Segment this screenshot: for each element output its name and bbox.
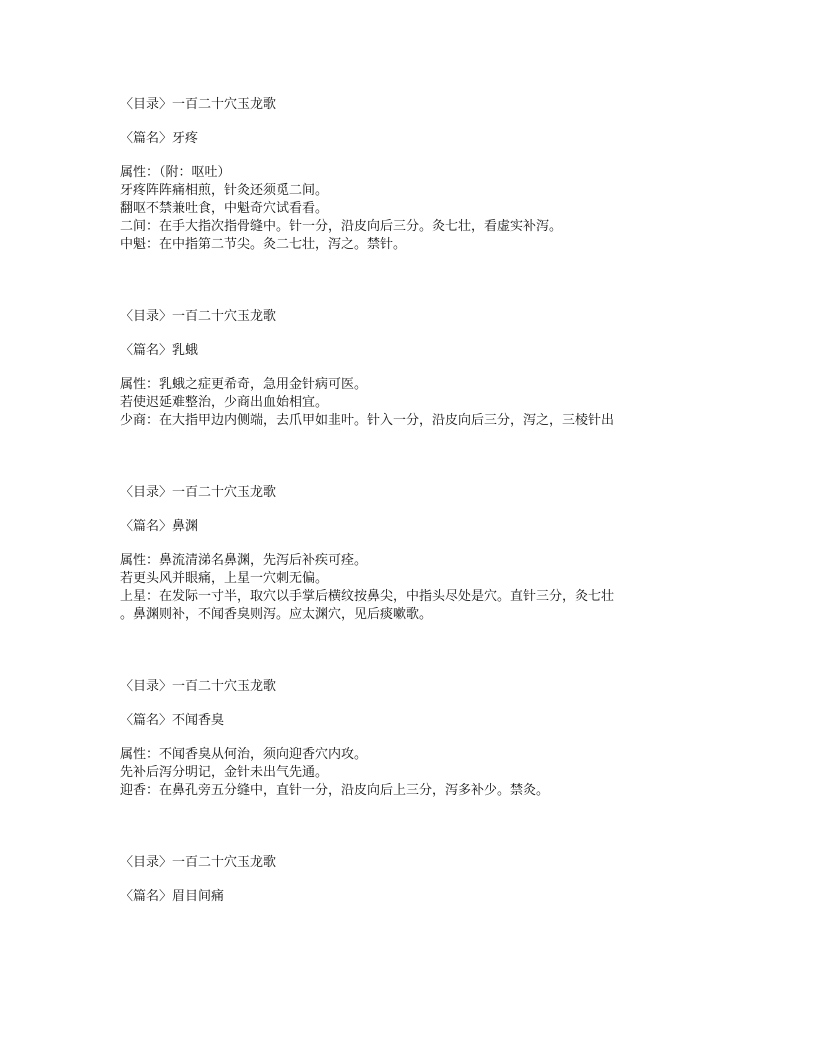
section-anosmia bbox=[120, 678, 680, 800]
body-line: 属性：不闻香臭从何治，须向迎香穴内攻。 bbox=[120, 747, 368, 762]
catalog-heading: 〈目录〉一百二十穴玉龙歌 bbox=[120, 679, 277, 694]
catalog-heading: 〈目录〉一百二十穴玉龙歌 bbox=[120, 309, 277, 324]
section-tonsillitis bbox=[120, 308, 680, 430]
chapter-title: 〈篇名〉乳蛾 bbox=[120, 343, 199, 358]
body-line: 翻呕不禁兼吐食，中魁奇穴试看看。 bbox=[120, 201, 329, 216]
body-line: 少商：在大指甲边内侧端，去爪甲如韭叶。针入一分，沿皮向后三分，泻之，三棱针出 bbox=[120, 413, 615, 428]
section-brow-eye-pain bbox=[120, 854, 680, 906]
body-line: 若更头风并眼痛，上星一穴刺无偏。 bbox=[120, 571, 329, 586]
chapter-title: 〈篇名〉不闻香臭 bbox=[120, 713, 225, 728]
body-line: 先补后泻分明记，金针未出气先通。 bbox=[120, 765, 329, 780]
body-line: 属性：乳蛾之症更希奇，急用金针病可医。 bbox=[120, 377, 368, 392]
body-line: 。鼻渊则补，不闻香臭则泻。应太渊穴，见后痰嗽歌。 bbox=[120, 607, 433, 622]
chapter-title: 〈篇名〉鼻渊 bbox=[120, 519, 199, 534]
document-page bbox=[120, 96, 680, 906]
body-line: 牙疼阵阵痛相煎，针灸还须觅二间。 bbox=[120, 183, 329, 198]
catalog-heading: 〈目录〉一百二十穴玉龙歌 bbox=[120, 97, 277, 112]
catalog-heading: 〈目录〉一百二十穴玉龙歌 bbox=[120, 855, 277, 870]
catalog-heading: 〈目录〉一百二十穴玉龙歌 bbox=[120, 485, 277, 500]
body-line: 属性：（附：呕吐） bbox=[120, 165, 231, 180]
body-line: 二间：在手大指次指骨缝中。针一分，沿皮向后三分。灸七壮，看虚实补泻。 bbox=[120, 219, 563, 234]
section-toothache bbox=[120, 96, 680, 254]
body-line: 中魁：在中指第二节尖。灸二七壮，泻之。禁针。 bbox=[120, 237, 407, 252]
body-line: 属性：鼻流清涕名鼻渊，先泻后补疾可痊。 bbox=[120, 553, 368, 568]
body-line: 上星：在发际一寸半，取穴以手掌后横纹按鼻尖，中指头尽处是穴。直针三分，灸七壮 bbox=[120, 589, 615, 604]
chapter-title: 〈篇名〉眉目间痛 bbox=[120, 889, 225, 904]
section-sinusitis bbox=[120, 484, 680, 624]
chapter-title: 〈篇名〉牙疼 bbox=[120, 131, 199, 146]
body-line: 若使迟延难整治，少商出血始相宜。 bbox=[120, 395, 329, 410]
body-line: 迎香：在鼻孔旁五分缝中，直针一分，沿皮向后上三分，泻多补少。禁灸。 bbox=[120, 783, 550, 798]
